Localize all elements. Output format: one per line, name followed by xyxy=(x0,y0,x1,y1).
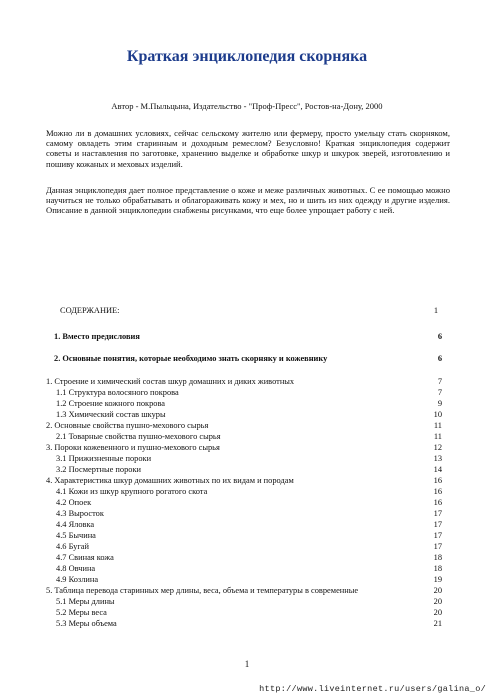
toc-entry-page: 7 xyxy=(437,388,442,397)
toc-entry-title: 4.1 Кожи из шкур крупного рогатого скота xyxy=(56,487,208,496)
toc-entry-title: 1.2 Строение кожного покрова xyxy=(56,399,166,408)
toc-entry xyxy=(46,454,442,464)
toc-entry-title: 5. Таблица перевода старинных мер длины, веса, объема и температуры в современные xyxy=(46,586,359,595)
toc-entry-title: 2. Основные понятия, которые необходимо знать скорняку и кожевнику xyxy=(54,354,328,363)
toc-entry-title: 3.1 Прижизненные пороки xyxy=(56,454,152,463)
page-number: 1 xyxy=(244,659,250,669)
toc-entry-page: 6 xyxy=(437,354,442,363)
toc-entry-title: 2.1 Товарные свойства пушно-мехового сырья xyxy=(56,432,221,441)
intro-paragraph: Можно ли в домашних условиях, сейчас сельскому жителю или фермеру, просто умельцу стать скорняком, самому овладеть этим старинным и доходным ремеслом? Безусловно! Краткая энциклопедия содержит советы и наставления по заготовке, хранению выделке и обработке шкур и шкурок зверей, изготовлению и пошиву кожаных и меховых изделий. xyxy=(46,128,450,169)
toc-entry-title: 3.2 Посмертные пороки xyxy=(56,465,141,474)
toc-entry xyxy=(46,421,442,431)
toc-heading: СОДЕРЖАНИЕ: xyxy=(60,306,120,315)
toc-entry-title: 4.5 Бычина xyxy=(56,531,96,540)
toc-entry xyxy=(46,377,442,387)
toc-entry-page: 17 xyxy=(433,531,442,540)
toc-entry-page: 10 xyxy=(433,410,442,419)
toc-entry xyxy=(46,597,442,607)
toc-entry-page: 17 xyxy=(433,520,442,529)
toc-entry xyxy=(46,410,442,420)
toc-entry-page: 17 xyxy=(433,509,442,518)
toc-heading-row xyxy=(46,306,442,316)
toc-entry-page: 14 xyxy=(433,465,442,474)
toc-entry-page: 18 xyxy=(433,553,442,562)
toc-entry-title: 3. Пороки кожевенного и пушно-мехового сырья xyxy=(46,443,220,452)
toc-entry-page: 13 xyxy=(433,454,442,463)
toc-entry xyxy=(46,586,442,596)
toc-entry-page: 6 xyxy=(437,332,442,341)
toc-entry-page: 11 xyxy=(433,432,442,441)
toc-entry-page: 20 xyxy=(433,608,442,617)
toc-entry-title: 4. Характеристика шкур домашних животных по их видам и породам xyxy=(46,476,294,485)
toc-entry xyxy=(46,619,442,629)
document-title: Краткая энциклопедия скорняка xyxy=(126,48,368,65)
toc-entry-title: 4.9 Козлина xyxy=(56,575,99,584)
toc-entry-title: 1.3 Химический состав шкуры xyxy=(56,410,166,419)
toc-entry-title: 1. Вместо предисловия xyxy=(54,332,140,341)
toc-entry xyxy=(46,564,442,574)
toc-entry xyxy=(46,520,442,530)
toc-entry xyxy=(46,388,442,398)
toc-entry-title: 1. Строение и химический состав шкур домашних и диких животных xyxy=(46,377,295,386)
toc-entry xyxy=(46,332,442,342)
toc-entry xyxy=(46,575,442,585)
toc-entry-title: 5.2 Меры веса xyxy=(56,608,107,617)
toc-entry-title: 5.3 Меры объема xyxy=(56,619,117,628)
toc-entry xyxy=(46,432,442,442)
toc-entry-page: 9 xyxy=(437,399,442,408)
toc-entry xyxy=(46,509,442,519)
toc-entry-page: 16 xyxy=(433,476,442,485)
toc-entry-title: 4.4 Яловка xyxy=(56,520,95,529)
toc-entry xyxy=(46,542,442,552)
toc-entry-page: 19 xyxy=(433,575,442,584)
toc-entry-page: 12 xyxy=(433,443,442,452)
toc-entry-page: 11 xyxy=(433,421,442,430)
description-paragraph: Данная энциклопедия дает полное представление о коже и меже различных животных. С ее помощью можно научиться не только обрабатывать и облагораживать кожу и мех, но и шить из них одежду и другие изделия. Описание в данной энциклопедии снабжены рисунками, что еще более упрощает работу с ней. xyxy=(46,185,450,216)
toc-entry xyxy=(46,553,442,563)
toc-heading-page: 1 xyxy=(433,306,438,315)
toc-entry-page: 7 xyxy=(437,377,442,386)
toc-entry-title: 4.3 Выросток xyxy=(56,509,104,518)
toc-entry xyxy=(46,531,442,541)
toc-entry xyxy=(46,498,442,508)
author-line: Автор - М.Пыльцына, Издательство - "Проф-Пресс", Ростов-на-Дону, 2000 xyxy=(111,101,383,111)
toc-entry-page: 20 xyxy=(433,586,442,595)
toc-entry-title: 4.2 Опоек xyxy=(56,498,92,507)
toc-entry xyxy=(46,354,442,364)
toc-entry xyxy=(46,608,442,618)
toc-entry xyxy=(46,487,442,497)
toc-entry-title: 1.1 Структура волосяного покрова xyxy=(56,388,179,397)
toc-entry-title: 4.8 Овчина xyxy=(56,564,96,573)
toc-entry xyxy=(46,465,442,475)
toc-entry-page: 16 xyxy=(433,487,442,496)
toc-entry-title: 5.1 Меры длины xyxy=(56,597,115,606)
toc-entry-page: 20 xyxy=(433,597,442,606)
toc-entry-page: 21 xyxy=(433,619,442,628)
toc-entry-page: 16 xyxy=(433,498,442,507)
toc-entry-page: 18 xyxy=(433,564,442,573)
toc-entry-title: 2. Основные свойства пушно-мехового сырья xyxy=(46,421,209,430)
toc-entry-page: 17 xyxy=(433,542,442,551)
toc-entry xyxy=(46,399,442,409)
toc-entry xyxy=(46,476,442,486)
watermark-url: http://www.liveinternet.ru/users/galina_o/ xyxy=(259,684,486,694)
toc-entry-title: 4.7 Свиная кожа xyxy=(56,553,114,562)
toc-entry-title: 4.6 Бугай xyxy=(56,542,89,551)
toc-entry xyxy=(46,443,442,453)
